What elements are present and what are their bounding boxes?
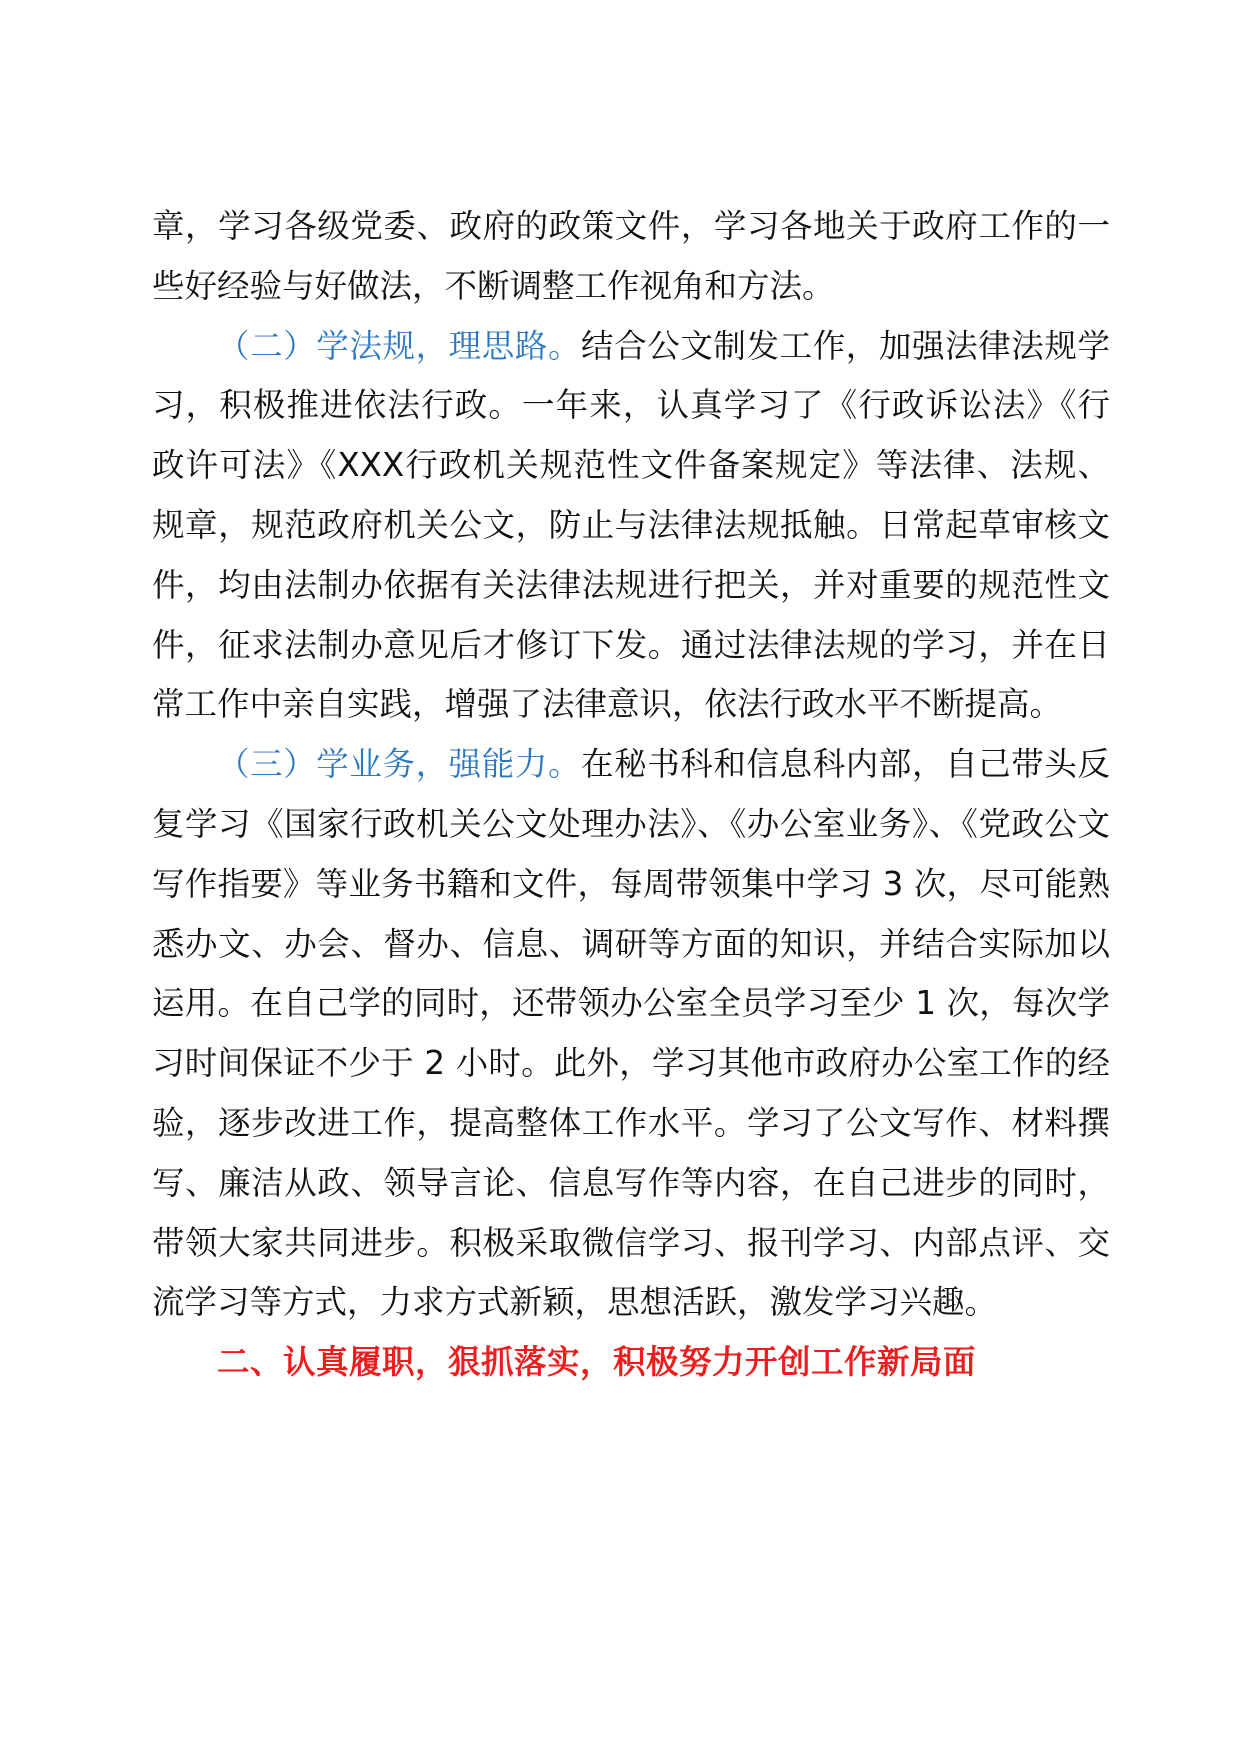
section-heading: 二、认真履职，狠抓落实，积极努力开创工作新局面 [217,1343,977,1382]
paragraph-study-business [152,735,1110,1333]
document-body [152,197,1110,1393]
paragraph-text: 章，学习各级党委、政府的政策文件，学习各地关于政府工作的一些好经验与好做法，不断调整工作视角和方法。 [152,207,1110,305]
paragraph-continuation [152,197,1110,317]
paragraph-study-laws [152,317,1110,736]
paragraph-text: 在秘书科和信息科内部，自己带头反复学习《国家行政机关公文处理办法》、《办公室业务》、《党政公文写作指要》等业务书籍和文件，每周带领集中学习 3 次，尽可能熟悉办文、办会、督办、信息、调研等方面的知识，并结合实际加以运用。在自己学的同时，还带领办公室全员学习至少 1 次，每次学习时间保证不少于 2 小时。此外，学习其他市政府办公室工作的经验，逐步改进工作，提高整体工作水平。学习了公文写作、材料撰写、廉洁从政、领导言论、信息写作等内容，在自己进步的同时，带领大家共同进步。积极采取微信学习、报刊学习、内部点评、交流学习等方式，力求方式新颖，思想活跃，激发学习兴趣。 [152,745,1110,1322]
paragraph-text: 结合公文制发工作，加强法律法规学习，积极推进依法行政。一年来，认真学习了《行政诉讼法》《行政许可法》《XXX行政机关规范性文件备案规定》等法律、法规、规章，规范政府机关公文，防止与法律法规抵触。日常起草审核文件，均由法制办依据有关法律法规进行把关，并对重要的规范性文件，征求法制办意见后才修订下发。通过法律法规的学习，并在日常工作中亲自实践，增强了法律意识，依法行政水平不断提高。 [152,326,1110,724]
paragraph-subheading: （二）学法规，理思路。 [217,326,582,365]
paragraph-subheading: （三）学业务，强能力。 [217,745,582,784]
